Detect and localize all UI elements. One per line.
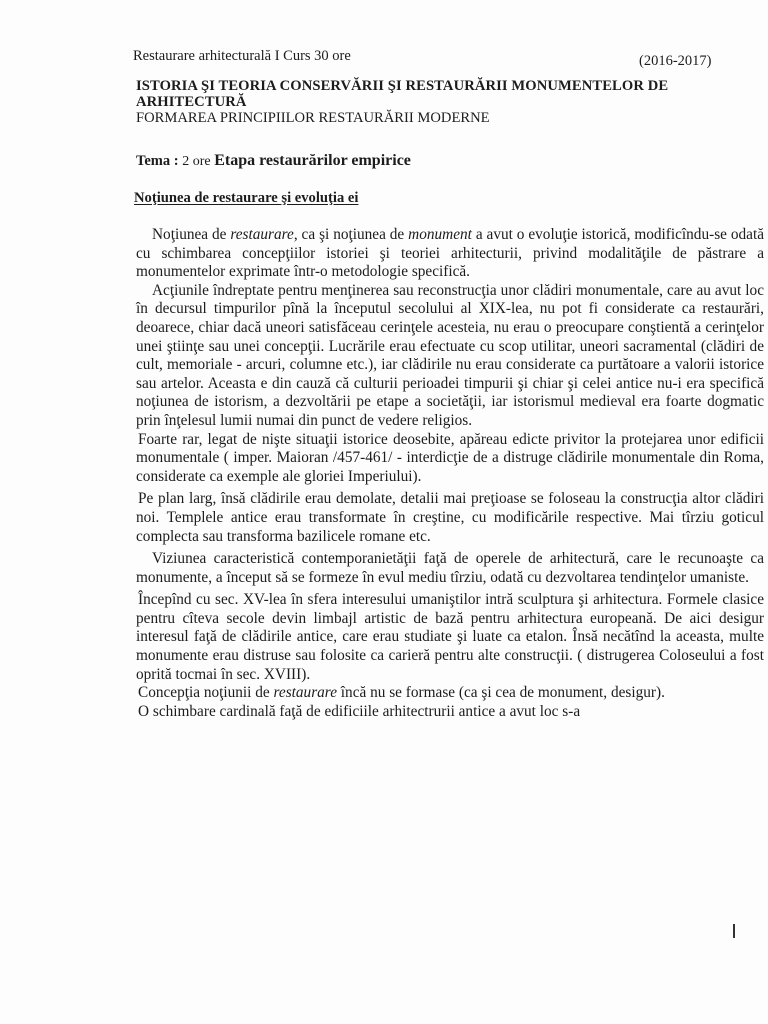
section-heading: Noţiunea de restaurare şi evoluţia ei <box>134 190 359 206</box>
document-title: ISTORIA ŞI TEORIA CONSERVĂRII ŞI RESTAURĂRII MONUMENTELOR DE ARHITECTURĂ <box>136 78 669 110</box>
paragraph-1-text-a: Noţiunea de <box>152 226 231 243</box>
course-header: Restaurare arhitecturală I Curs 30 ore <box>133 48 351 64</box>
paragraph-1-term-restaurare: restaurare <box>230 226 294 243</box>
paragraph-7 <box>136 684 764 703</box>
paragraph-1 <box>136 226 764 282</box>
document-subtitle: FORMAREA PRINCIPIILOR RESTAURĂRII MODERNE <box>136 110 490 126</box>
paragraph-3: Foarte rar, legat de nişte situaţii istorice deosebite, apăreau edicte privitor la protejarea unor edificii monumentale ( imper. Maioran /457-461/ - interdicţie de a distruge clădirile monumentale din Roma, considerate ca exemple ale gloriei Imperiului). <box>136 430 764 485</box>
academic-year: (2016-2017) <box>639 53 712 69</box>
paragraph-4: Pe plan larg, însă clădirile erau demolate, detalii mai preţioase se foloseau la construcţia altor clădiri noi. Templele antice erau transformate în creştine, cu modificările respective. Mai tîrziu goticul complecta sau transforma bazilicele romane etc. <box>136 490 764 545</box>
paragraph-1-text-e: a avut o evoluţie istorică, modificîndu-se odată cu schimbarea concepţiilor istoriei şi teoriei arhitecturii, privind modalităţile de păstrare a monumentelor exprimate într-o metodologie specifică. <box>136 226 764 281</box>
topic-hours: 2 ore <box>182 154 211 169</box>
paragraph-7-text-a: Concepţia noţiunii de <box>138 684 274 702</box>
paragraph-7-text-c: încă nu se formase (ca şi cea de monument, desigur). <box>336 684 665 702</box>
body-text <box>136 226 764 721</box>
topic-label: Tema : <box>136 153 179 169</box>
paragraph-8: O schimbare cardinală faţă de edificiile arhitectrurii antice a avut loc s-a <box>138 702 581 720</box>
paragraph-6: Începînd cu sec. XV-lea în sfera interesului umaniştilor intră sculptura şi arhitectura. Formele clasice pentru cîteva secole devin limbajl artistic de bază pentru arhitectura europeană. De aici desigur interesul faţă de clădirile antice, care erau studiate şi luate ca etalon. Însă necătînd la aceasta, multe monumente erau distruse sau folosite ca carieră pentru alte construcţii. ( distrugerea Coloseului a fost oprită tocmai în sec. XVIII). <box>136 591 764 683</box>
paragraph-1-text-c: , ca şi noţiunea de <box>293 226 409 243</box>
paragraph-2: Acţiunile îndreptate pentru menţinerea sau reconstrucţia unor clădiri monumentale, care au avut loc în decursul timpurilor pînă la începutul secolului al XIX-lea, nu pot fi considerate ca restaurări, deoarece, chiar dacă uneori satisfăceau cerinţele acesteia, nu erau o preocupare conştientă a cerinţelor unei ştiinţe sau unei concepţii. Lucrările erau efectuate cu scop utilitar, uneori sacramental (clădiri de cult, memoriale - arcuri, columne etc.), iar clădirile nu erau considerate ca purtătoare a valorii istorice sau artelor. Aceasta e din cauză că culturii perioadei timpurii şi chiar şi celei antice nu-i era specifică noţiunea de istorism, a dezvoltării pe etape a societăţii, iar istorismul medieval era foarte dogmatic prin înţelesul lumii numai din punct de vedere religios. <box>136 281 764 429</box>
topic-line <box>136 152 411 170</box>
title-block <box>136 78 736 127</box>
paragraph-5: Viziunea caracteristică contemporanietăţii faţă de operele de arhitectură, care le recunoaşte ca monumente, a început să se formeze în evul mediu tîrziu, odată cu dezvoltarea tendinţelor umaniste. <box>136 550 764 586</box>
paragraph-7-term-restaurare: restaurare <box>273 684 337 702</box>
paragraph-1-term-monument: monument <box>408 226 472 243</box>
topic-title: Etapa restaurărilor empirice <box>214 152 411 169</box>
margin-mark <box>733 924 735 938</box>
